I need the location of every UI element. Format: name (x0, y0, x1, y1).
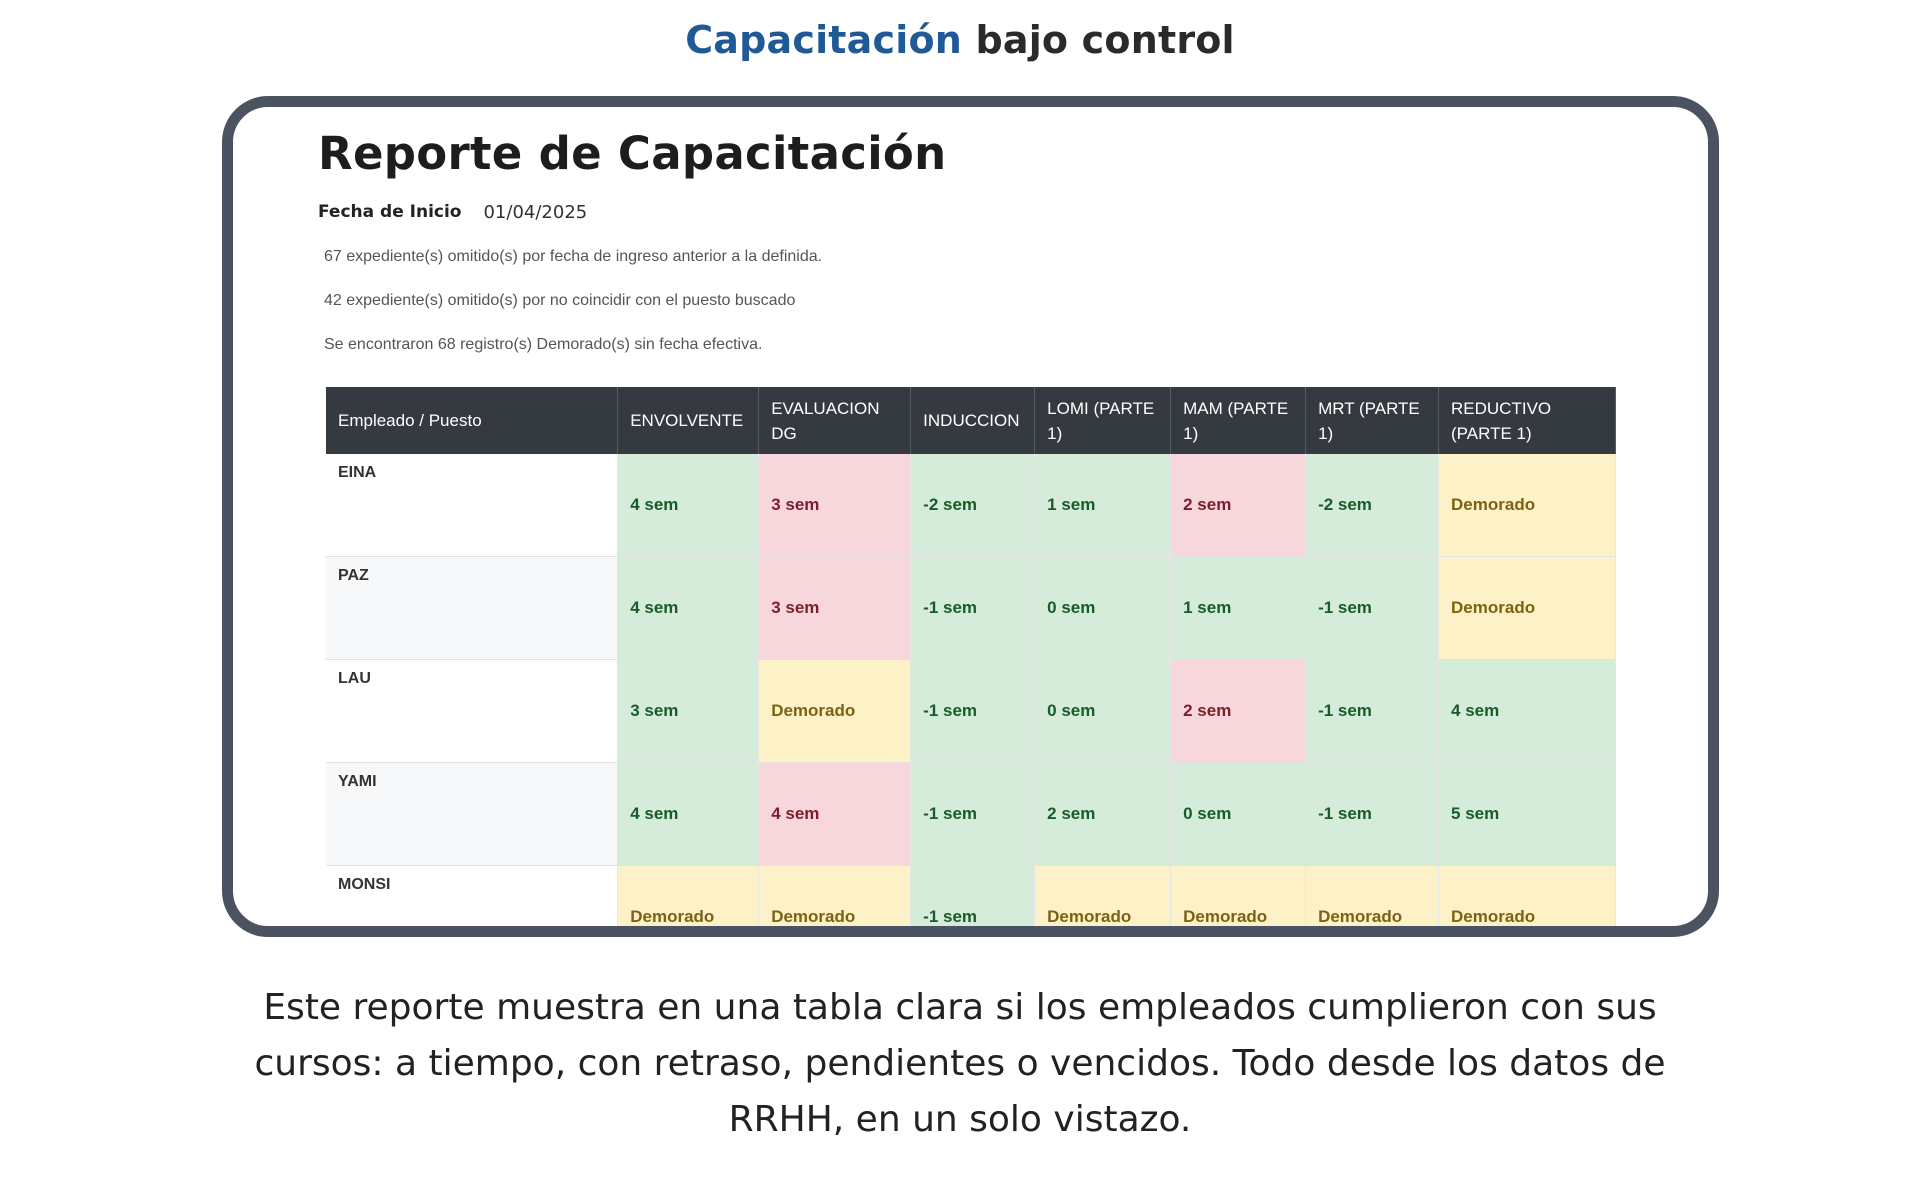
start-date-label: Fecha de Inicio (318, 202, 462, 222)
report-notes (318, 247, 1638, 354)
status-cell: 0 sem (1035, 660, 1171, 763)
status-cell: Demorado (1306, 866, 1439, 938)
status-cell: -1 sem (911, 866, 1035, 938)
employee-name: LAU (326, 660, 618, 763)
column-header[interactable]: MRT (PARTE 1) (1306, 387, 1439, 454)
status-cell: Demorado (1171, 866, 1306, 938)
status-cell: Demorado (1035, 866, 1171, 938)
headline-rest: bajo control (962, 18, 1235, 62)
column-header[interactable]: INDUCCION (911, 387, 1035, 454)
start-date-row (318, 202, 1638, 223)
table-header-row (326, 387, 1616, 454)
status-cell: 2 sem (1171, 660, 1306, 763)
status-cell: -1 sem (911, 660, 1035, 763)
status-cell: -1 sem (911, 557, 1035, 660)
report-title: Reporte de Capacitación (318, 127, 947, 180)
status-cell: 5 sem (1439, 763, 1616, 866)
status-cell: Demorado (618, 866, 759, 938)
note-omitted-position: 42 expediente(s) omitido(s) por no coincidir con el puesto buscado (324, 292, 796, 309)
status-cell: -1 sem (1306, 660, 1439, 763)
status-cell: 0 sem (1035, 557, 1171, 660)
note-omitted-date: 67 expediente(s) omitido(s) por fecha de ingreso anterior a la definida. (324, 248, 823, 265)
column-header[interactable]: LOMI (PARTE 1) (1035, 387, 1171, 454)
report-panel (318, 115, 1638, 926)
caption (0, 980, 1920, 1148)
training-table (326, 387, 1616, 937)
table-row (326, 557, 1616, 660)
screenshot-frame (222, 96, 1719, 937)
headline (0, 18, 1920, 62)
status-cell: 4 sem (1439, 660, 1616, 763)
table-row (326, 660, 1616, 763)
table-row (326, 866, 1616, 938)
status-cell: 4 sem (618, 454, 759, 557)
column-header[interactable]: Empleado / Puesto (326, 387, 618, 454)
table-body (326, 454, 1616, 937)
column-header[interactable]: MAM (PARTE 1) (1171, 387, 1306, 454)
table-row (326, 763, 1616, 866)
status-cell: 0 sem (1171, 763, 1306, 866)
status-cell: 3 sem (618, 660, 759, 763)
employee-name: PAZ (326, 557, 618, 660)
headline-accent: Capacitación (685, 18, 963, 62)
status-cell: Demorado (1439, 454, 1616, 557)
status-cell: 3 sem (759, 557, 911, 660)
start-date-value: 01/04/2025 (483, 202, 588, 223)
status-cell: Demorado (759, 866, 911, 938)
table-row (326, 454, 1616, 557)
status-cell: -2 sem (911, 454, 1035, 557)
status-cell: 2 sem (1035, 763, 1171, 866)
caption-line: cursos: a tiempo, con retraso, pendientes o vencidos. Todo desde los datos de (254, 1043, 1666, 1084)
column-header[interactable]: REDUCTIVO (PARTE 1) (1439, 387, 1616, 454)
status-cell: Demorado (759, 660, 911, 763)
status-cell: Demorado (1439, 866, 1616, 938)
note-delayed-records: Se encontraron 68 registro(s) Demorado(s) sin fecha efectiva. (324, 336, 763, 353)
status-cell: 4 sem (618, 763, 759, 866)
status-cell: Demorado (1439, 557, 1616, 660)
status-cell: 4 sem (618, 557, 759, 660)
status-cell: 1 sem (1171, 557, 1306, 660)
status-cell: 2 sem (1171, 454, 1306, 557)
caption-line: RRHH, en un solo vistazo. (728, 1099, 1192, 1140)
status-cell: -2 sem (1306, 454, 1439, 557)
status-cell: -1 sem (1306, 763, 1439, 866)
employee-name: EINA (326, 454, 618, 557)
status-cell: 3 sem (759, 454, 911, 557)
status-cell: 4 sem (759, 763, 911, 866)
column-header[interactable]: ENVOLVENTE (618, 387, 759, 454)
caption-line: Este reporte muestra en una tabla clara si los empleados cumplieron con sus (263, 987, 1657, 1028)
employee-name: MONSI (326, 866, 618, 938)
status-cell: 1 sem (1035, 454, 1171, 557)
status-cell: -1 sem (911, 763, 1035, 866)
column-header[interactable]: EVALUACION DG (759, 387, 911, 454)
employee-name: YAMI (326, 763, 618, 866)
status-cell: -1 sem (1306, 557, 1439, 660)
